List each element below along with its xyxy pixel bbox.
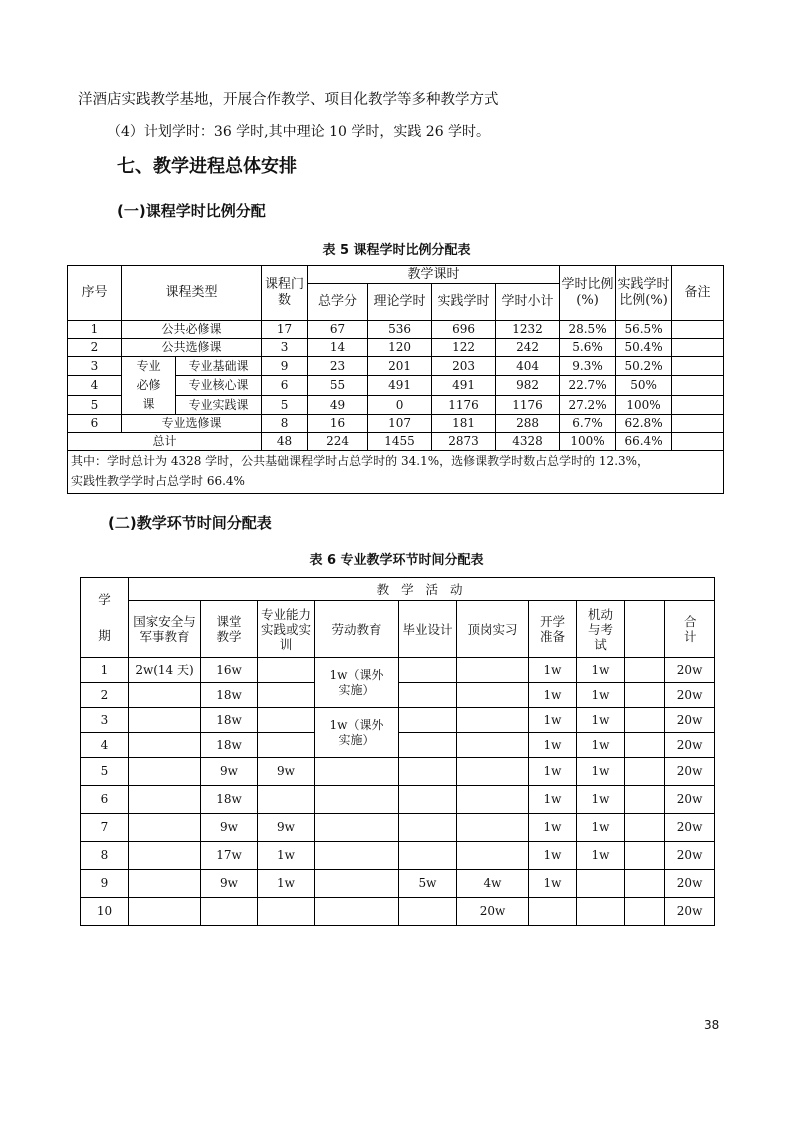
cell-opening: 1w [529, 842, 577, 870]
cell-internship [457, 842, 529, 870]
cell-ratio: 28.5% [560, 321, 616, 339]
cell-labor [315, 814, 399, 842]
cell-blank [625, 758, 665, 786]
header-opening: 开学准备 [529, 601, 577, 658]
cell-classroom: 18w [201, 786, 258, 814]
cell-classroom: 18w [201, 708, 258, 733]
cell-skills [258, 733, 315, 758]
cell-type: 专业核心课 [176, 376, 262, 395]
table-row [81, 786, 715, 814]
cell-seq: 3 [68, 357, 122, 376]
cell-opening [529, 898, 577, 926]
cell-credit: 16 [308, 415, 368, 433]
note-line-1: 其中：学时总计为 4328 学时，公共基础课程学时占总学时的 34.1%，选修课教学时数占总学时的 12.3%， [71, 454, 650, 468]
cell-labor: 1w（课外实施） [315, 708, 399, 758]
cell-opening: 1w [529, 733, 577, 758]
cell-exam: 1w [577, 842, 625, 870]
header-seq: 序号 [68, 266, 122, 321]
header-teaching-hours: 教学课时 [308, 266, 560, 284]
header-exam: 机动与考试 [577, 601, 625, 658]
header-classroom: 课堂教学 [201, 601, 258, 658]
cell-military [129, 786, 201, 814]
cell-opening: 1w [529, 786, 577, 814]
table5-header-row-1 [68, 266, 724, 284]
cell-internship [457, 733, 529, 758]
cell-major-required-group: 专业必修课 [122, 357, 176, 415]
cell-opening: 1w [529, 814, 577, 842]
cell-blank [625, 898, 665, 926]
cell-theory: 201 [368, 357, 432, 376]
header-total-credit: 总学分 [308, 284, 368, 321]
cell-military [129, 898, 201, 926]
cell-theory: 0 [368, 395, 432, 414]
cell-graduation [399, 898, 457, 926]
cell-labor [315, 758, 399, 786]
header-course-count: 课程门数 [262, 266, 308, 321]
cell-credit: 55 [308, 376, 368, 395]
cell-opening: 1w [529, 870, 577, 898]
cell-ratio: 9.3% [560, 357, 616, 376]
cell-practice: 696 [432, 321, 496, 339]
cell-subtotal: 404 [496, 357, 560, 376]
cell-military [129, 683, 201, 708]
cell-classroom: 9w [201, 758, 258, 786]
cell-graduation [399, 733, 457, 758]
cell-graduation [399, 683, 457, 708]
cell-graduation [399, 658, 457, 683]
cell-internship: 20w [457, 898, 529, 926]
cell-labor: 1w（课外实施） [315, 658, 399, 708]
cell-exam: 1w [577, 733, 625, 758]
table-row [81, 708, 715, 733]
cell-total: 20w [665, 658, 715, 683]
cell-practice: 181 [432, 415, 496, 433]
cell-graduation [399, 786, 457, 814]
cell-exam: 1w [577, 658, 625, 683]
header-military: 国家安全与军事教育 [129, 601, 201, 658]
cell-credit: 49 [308, 395, 368, 414]
cell-blank [625, 658, 665, 683]
cell-theory: 536 [368, 321, 432, 339]
cell-internship [457, 708, 529, 733]
cell-graduation [399, 814, 457, 842]
cell-practice-ratio: 50.2% [616, 357, 672, 376]
cell-graduation [399, 708, 457, 733]
cell-subtotal: 4328 [496, 433, 560, 451]
body-paragraph-1: 洋酒店实践教学基地，开展合作教学、项目化教学等多种教学方式 [78, 92, 499, 108]
cell-remark [672, 395, 724, 414]
cell-type: 公共必修课 [122, 321, 262, 339]
table5-total-row [68, 433, 724, 451]
cell-count: 5 [262, 395, 308, 414]
cell-military: 2w(14 天) [129, 658, 201, 683]
cell-military [129, 870, 201, 898]
cell-remark [672, 339, 724, 357]
cell-subtotal: 1176 [496, 395, 560, 414]
header-term: 学期 [81, 578, 129, 658]
table-row [81, 898, 715, 926]
cell-seq: 1 [68, 321, 122, 339]
cell-exam: 1w [577, 683, 625, 708]
table-row [68, 357, 724, 376]
header-practice-hours: 实践学时 [432, 284, 496, 321]
cell-theory: 107 [368, 415, 432, 433]
table-row [81, 683, 715, 708]
cell-exam [577, 898, 625, 926]
cell-term: 2 [81, 683, 129, 708]
table6-header-row-2 [81, 601, 715, 658]
cell-skills: 1w [258, 842, 315, 870]
cell-practice-ratio: 56.5% [616, 321, 672, 339]
cell-count: 3 [262, 339, 308, 357]
cell-term: 5 [81, 758, 129, 786]
course-hours-table [67, 265, 724, 494]
subsection-heading-2: (二)教学环节时间分配表 [108, 514, 272, 532]
cell-military [129, 758, 201, 786]
header-subtotal-hours: 学时小计 [496, 284, 560, 321]
cell-labor [315, 842, 399, 870]
table-row [81, 870, 715, 898]
cell-term: 8 [81, 842, 129, 870]
body-paragraph-2: （4）计划学时：36 学时,其中理论 10 学时，实践 26 学时。 [107, 124, 491, 140]
cell-seq: 4 [68, 376, 122, 395]
cell-count: 8 [262, 415, 308, 433]
cell-skills [258, 786, 315, 814]
cell-type: 专业实践课 [176, 395, 262, 414]
cell-practice: 491 [432, 376, 496, 395]
cell-subtotal: 242 [496, 339, 560, 357]
header-course-type: 课程类型 [122, 266, 262, 321]
cell-total: 20w [665, 898, 715, 926]
cell-opening: 1w [529, 708, 577, 733]
table5-caption: 表 5 课程学时比例分配表 [322, 243, 471, 258]
cell-term: 9 [81, 870, 129, 898]
cell-total: 20w [665, 814, 715, 842]
table6-header-row-1 [81, 578, 715, 601]
table-row [81, 814, 715, 842]
cell-count: 9 [262, 357, 308, 376]
cell-credit: 14 [308, 339, 368, 357]
table-row [81, 758, 715, 786]
cell-remark [672, 321, 724, 339]
cell-remark [672, 415, 724, 433]
cell-opening: 1w [529, 683, 577, 708]
cell-credit: 67 [308, 321, 368, 339]
cell-type: 公共选修课 [122, 339, 262, 357]
header-skills: 专业能力实践或实训 [258, 601, 315, 658]
cell-subtotal: 982 [496, 376, 560, 395]
cell-ratio: 22.7% [560, 376, 616, 395]
cell-exam: 1w [577, 758, 625, 786]
cell-remark [672, 357, 724, 376]
cell-exam: 1w [577, 708, 625, 733]
cell-blank [625, 786, 665, 814]
cell-graduation [399, 758, 457, 786]
cell-type: 专业基础课 [176, 357, 262, 376]
table6-caption: 表 6 专业教学环节时间分配表 [309, 553, 484, 568]
cell-theory: 120 [368, 339, 432, 357]
cell-term: 4 [81, 733, 129, 758]
note-line-2: 实践性教学学时占总学时 66.4% [71, 474, 245, 488]
cell-classroom: 16w [201, 658, 258, 683]
cell-credit: 23 [308, 357, 368, 376]
cell-subtotal: 288 [496, 415, 560, 433]
cell-theory: 1455 [368, 433, 432, 451]
cell-classroom: 17w [201, 842, 258, 870]
cell-seq: 5 [68, 395, 122, 414]
header-internship: 顶岗实习 [457, 601, 529, 658]
cell-blank [625, 708, 665, 733]
table5-note [68, 451, 724, 494]
header-labor: 劳动教育 [315, 601, 399, 658]
page-number: 38 [704, 1018, 720, 1032]
cell-total: 20w [665, 708, 715, 733]
cell-skills [258, 658, 315, 683]
cell-count: 6 [262, 376, 308, 395]
section-heading: 七、教学进程总体安排 [117, 156, 297, 177]
cell-classroom [201, 898, 258, 926]
cell-skills: 9w [258, 814, 315, 842]
cell-blank [625, 683, 665, 708]
cell-practice-ratio: 66.4% [616, 433, 672, 451]
table-row [81, 733, 715, 758]
cell-military [129, 842, 201, 870]
cell-practice: 1176 [432, 395, 496, 414]
cell-classroom: 18w [201, 733, 258, 758]
cell-skills [258, 898, 315, 926]
cell-opening: 1w [529, 658, 577, 683]
header-theory-hours: 理论学时 [368, 284, 432, 321]
cell-blank [625, 870, 665, 898]
cell-internship [457, 683, 529, 708]
cell-skills: 9w [258, 758, 315, 786]
cell-blank [625, 842, 665, 870]
cell-term: 6 [81, 786, 129, 814]
cell-classroom: 9w [201, 870, 258, 898]
cell-labor [315, 870, 399, 898]
cell-remark [672, 433, 724, 451]
cell-subtotal: 1232 [496, 321, 560, 339]
cell-term: 1 [81, 658, 129, 683]
cell-type: 专业选修课 [122, 415, 262, 433]
cell-graduation: 5w [399, 870, 457, 898]
cell-term: 10 [81, 898, 129, 926]
cell-seq: 2 [68, 339, 122, 357]
cell-total-label: 总计 [68, 433, 262, 451]
cell-internship: 4w [457, 870, 529, 898]
cell-practice: 122 [432, 339, 496, 357]
table-row [68, 415, 724, 433]
header-activities: 教 学 活 动 [129, 578, 715, 601]
table-row [81, 658, 715, 683]
cell-remark [672, 376, 724, 395]
cell-skills [258, 683, 315, 708]
cell-skills [258, 708, 315, 733]
cell-seq: 6 [68, 415, 122, 433]
cell-practice: 2873 [432, 433, 496, 451]
header-remark: 备注 [672, 266, 724, 321]
header-practice-ratio: 实践学时比例(%) [616, 266, 672, 321]
cell-exam: 1w [577, 814, 625, 842]
cell-labor [315, 786, 399, 814]
cell-military [129, 814, 201, 842]
cell-practice-ratio: 100% [616, 395, 672, 414]
cell-ratio: 6.7% [560, 415, 616, 433]
teaching-schedule-table [80, 577, 715, 926]
cell-total: 20w [665, 758, 715, 786]
cell-count: 17 [262, 321, 308, 339]
cell-credit: 224 [308, 433, 368, 451]
cell-classroom: 18w [201, 683, 258, 708]
cell-military [129, 708, 201, 733]
cell-practice: 203 [432, 357, 496, 376]
cell-total: 20w [665, 683, 715, 708]
table5-note-row [68, 451, 724, 494]
subsection-heading-1: (一)课程学时比例分配 [117, 202, 266, 220]
cell-practice-ratio: 50% [616, 376, 672, 395]
cell-opening: 1w [529, 758, 577, 786]
cell-term: 3 [81, 708, 129, 733]
cell-total: 20w [665, 842, 715, 870]
cell-total: 20w [665, 870, 715, 898]
cell-exam [577, 870, 625, 898]
cell-total: 20w [665, 733, 715, 758]
table-row [68, 321, 724, 339]
cell-theory: 491 [368, 376, 432, 395]
cell-ratio: 100% [560, 433, 616, 451]
table-row [81, 842, 715, 870]
header-hour-ratio: 学时比例(%) [560, 266, 616, 321]
header-blank [625, 601, 665, 658]
header-graduation: 毕业设计 [399, 601, 457, 658]
cell-internship [457, 814, 529, 842]
cell-internship [457, 658, 529, 683]
cell-ratio: 5.6% [560, 339, 616, 357]
table-row [68, 339, 724, 357]
cell-internship [457, 786, 529, 814]
cell-practice-ratio: 50.4% [616, 339, 672, 357]
cell-labor [315, 898, 399, 926]
cell-graduation [399, 842, 457, 870]
cell-classroom: 9w [201, 814, 258, 842]
cell-exam: 1w [577, 786, 625, 814]
cell-count: 48 [262, 433, 308, 451]
cell-term: 7 [81, 814, 129, 842]
cell-practice-ratio: 62.8% [616, 415, 672, 433]
cell-total: 20w [665, 786, 715, 814]
cell-blank [625, 733, 665, 758]
cell-skills: 1w [258, 870, 315, 898]
cell-blank [625, 814, 665, 842]
cell-military [129, 733, 201, 758]
cell-internship [457, 758, 529, 786]
header-total: 合计 [665, 601, 715, 658]
cell-ratio: 27.2% [560, 395, 616, 414]
